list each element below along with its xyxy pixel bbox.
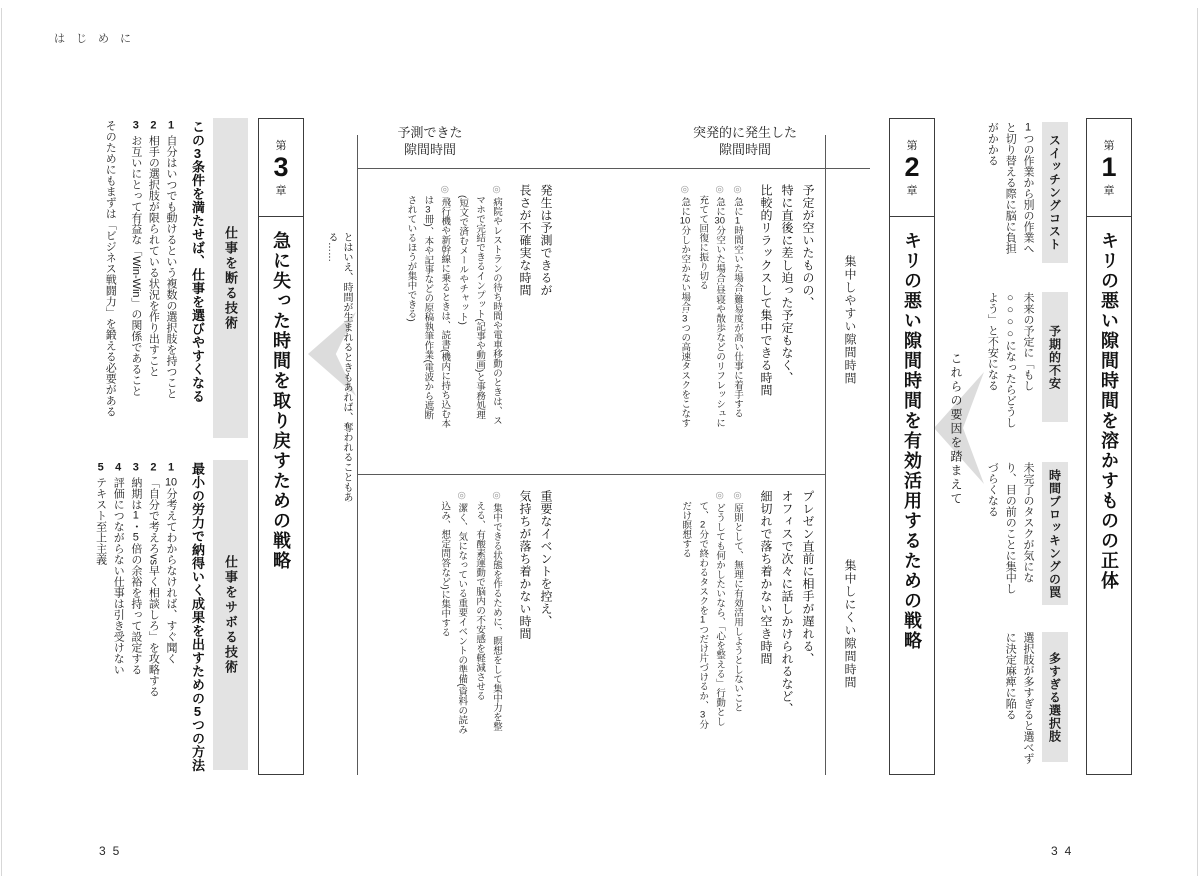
matrix-row-label-easy: 集中しやすい隙間時間 (843, 255, 857, 385)
matrix-rule-left (357, 135, 358, 775)
factor-label-text: 予期的不安 (1047, 324, 1062, 390)
chapter2-box (889, 118, 935, 775)
numbered-item: 110分考えてわからなければ、すぐ聞く (164, 462, 178, 664)
bullet-item: ◎ どうしても何かしたいなら、「心を整える」行動として、2分で終わるタスクを1つだけ片づけるか、3分だけ瞑想する (676, 490, 727, 735)
page-edge-right (1197, 8, 1198, 876)
bullet-item: ◎ 急に30分空いた場合:昼寝や散歩などのリフレッシュに充てて回復に振り切る (693, 184, 727, 429)
matrix-rule-top (357, 168, 870, 169)
chapter-number: 1 (1101, 152, 1117, 182)
numbered-item: 2「自分で考えろvs早く相談しろ」を攻略する (147, 462, 160, 697)
matrix-rule-right (825, 135, 826, 775)
chapter1-title: キリの悪い隙間時間を溶かすものの正体 (1099, 231, 1119, 591)
matrix-row-label-hard: 集中しにくい隙間時間 (843, 559, 857, 689)
factor-note-switching-cost: 1つの作業から別の作業へと切り替える際に脳に負担がかかる (986, 122, 1034, 254)
skill-box-refuse-work (213, 118, 248, 438)
cell-predicted-easy (370, 184, 556, 429)
cell-bullet-list (435, 490, 504, 735)
numbered-item: 4評価につながらない仕事は引き受けない (112, 462, 125, 675)
factor-note-too-many-choices: 選択肢が多すぎると選べずに決定麻痺に陥る (1004, 632, 1034, 764)
cell-lead: プレゼン直前に相手が遅れる、 オフィスで次々に話しかけられるなど、 細切れで落ち着かない空き時間 (759, 490, 815, 715)
cell-bullet-list (675, 184, 745, 429)
bullet-item: ◎ 急に1時間空いた場合:難易度が高い仕事に着手する (728, 184, 745, 429)
cell-bullet-list (676, 490, 745, 735)
cell-sudden-hard (604, 490, 818, 735)
bullet-item: ◎ 潔く、気になっている重要イベントの準備(資料の読み込み、想定問答など)に集中する (435, 490, 469, 735)
chapter1-box (1086, 118, 1132, 775)
factor-label-text: 時間ブロッキングの罠 (1047, 468, 1062, 599)
factor-note-anticipatory-anxiety: 未来の予定に「もし○○○○になったらどうしよう」と不安になる (986, 292, 1034, 428)
skill-box-slack-work (213, 460, 248, 770)
running-head: はじめに (54, 33, 142, 45)
cell-lead: 発生は予測できるが 長さが不確実な時間 (518, 184, 553, 297)
numbered-item: 1自分はいつでも動けるという複数の選択肢を持つこと (165, 120, 177, 399)
bullet-item: ◎ 飛行機や新幹線に乗るときは、読書(機内に持ち込む本は3冊)、本や記事などの原稿執筆作業(電波から遮断されているほうが集中できる) (402, 184, 453, 429)
folio-left: 35 (99, 844, 127, 858)
numbered-item: 5テキスト至上主義 (94, 462, 107, 565)
numbered-item: 3納期は1・5倍の余裕を持って設定する (129, 462, 142, 675)
numbered-item: 2相手の選択肢が限られている状況を作り出すこと (147, 120, 160, 377)
chapter2-title: キリの悪い隙間時間を有効活用するための戦略 (902, 231, 922, 651)
chapter-number: 3 (273, 152, 289, 182)
factor-box-time-blocking-trap (1042, 462, 1068, 605)
factor-label-text: スイッチングコスト (1047, 134, 1062, 251)
skill-heading: この3条件を満たせば、仕事を選びやすくなる (190, 120, 205, 403)
bullet-item: ◎ 集中できる状態を作るために、瞑想をして集中力を整える、有酸素運動で脳内の不安感を軽減させる (470, 490, 504, 735)
chapter3-header (259, 119, 303, 217)
chapter-suffix: 章 (906, 185, 918, 197)
cell-predicted-hard (370, 490, 556, 735)
chapter-number: 2 (904, 152, 920, 182)
cell-sudden-easy (604, 184, 818, 429)
chapter-suffix: 章 (1103, 185, 1115, 197)
cell-lead: 重要なイベントを控え、 気持ちが落ち着かない時間 (518, 490, 553, 640)
folio-right: 34 (1051, 844, 1079, 858)
numbered-item: 3お互いにとって有益な「Win-Win」の関係であること (129, 120, 142, 397)
cell-lead: 予定が空いたものの、 特に直後に差し迫った予定もなく、 比較的リラックスして集中できる時間 (759, 184, 815, 397)
matrix-rule-middle (357, 474, 825, 475)
bullet-item: ◎ 病院やレストランの待ち時間や電車移動のときは、スマホで完結できるインプット(記事や動画)と事務処理(短文で済むメールやチャット) (453, 184, 504, 429)
skill-heading: 最小の労力で納得いく成果を出すための5つの方法 (190, 462, 205, 772)
cell-bullet-list (402, 184, 504, 429)
skill-label-text: 仕事をサボる技術 (223, 555, 238, 675)
factor-label-text: 多すぎる選択肢 (1047, 651, 1062, 743)
chapter1-header (1087, 119, 1131, 217)
transition-arrow-caption: とはいえ、時間が生まれるときもあれば、奪われることもある…… (326, 232, 352, 502)
skill-label-text: 仕事を断る技術 (223, 225, 238, 331)
factor-box-anticipatory-anxiety (1042, 292, 1068, 422)
skill-refuse-content (86, 120, 207, 442)
factor-note-time-blocking-trap: 未完了のタスクが気になり、目の前のことに集中しづらくなる (986, 462, 1034, 594)
chapter-prefix: 第 (1103, 140, 1115, 152)
bullet-item: ◎ 急に10分しか空かない場合:3つの高速タスクをこなす (675, 184, 692, 429)
matrix-col-header-sudden: 突発的に発生した 隙間時間 (692, 125, 797, 157)
chapter-prefix: 第 (275, 140, 287, 152)
bullet-item: ◎ 原則として、無理に有効活用しようとしないこと (728, 490, 745, 735)
factor-box-switching-cost (1042, 122, 1068, 263)
chapter-prefix: 第 (906, 140, 918, 152)
chapter3-title: 急に失った時間を取り戻すための戦略 (271, 231, 291, 571)
matrix-col-header-predicted: 予測できた 隙間時間 (397, 125, 463, 157)
chapter-suffix: 章 (275, 185, 287, 197)
skill-note: そのためにもまずは「ビジネス戦闘力」を鍛える必要がある (104, 120, 117, 417)
chapter2-header (890, 119, 934, 217)
factors-arrow-caption: これらの要因を踏まえて (949, 352, 963, 506)
skill-slack-content (86, 462, 207, 772)
page-edge-left (1, 8, 2, 876)
factor-box-too-many-choices (1042, 632, 1068, 762)
chapter3-box (258, 118, 304, 775)
